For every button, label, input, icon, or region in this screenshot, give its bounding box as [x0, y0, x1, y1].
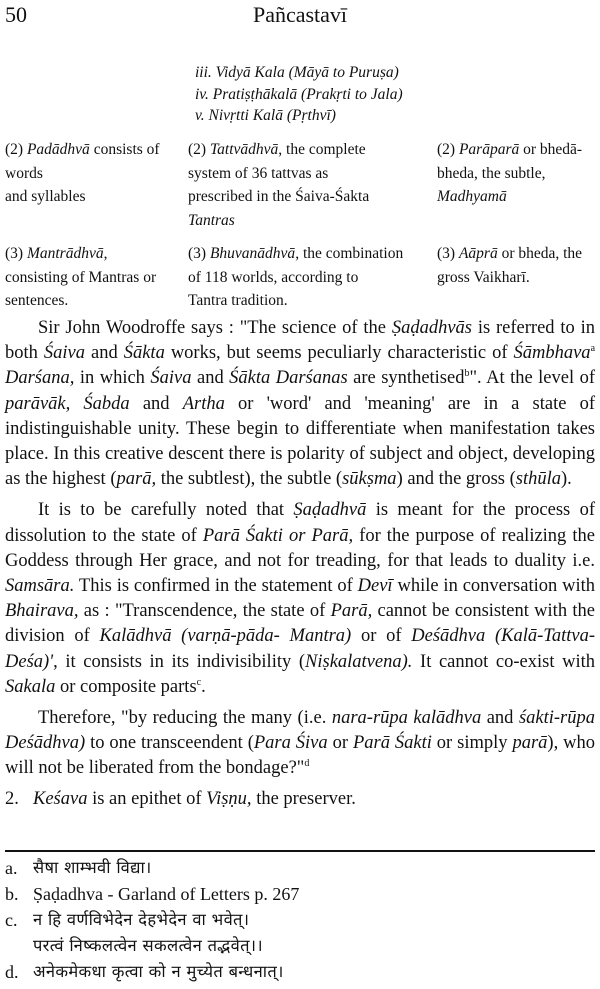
- body-text: [5, 316, 595, 812]
- footnote-marker: c.: [5, 910, 18, 930]
- cell-text: and syllables: [5, 188, 86, 205]
- footnote-marker: a.: [5, 858, 18, 878]
- table-cell: [188, 242, 433, 313]
- cell-text: Tantra tradition.: [188, 292, 288, 309]
- note-2: 2. Keśava is an epithet of Viṣṇu, the preserver.: [5, 788, 356, 809]
- footnotes: [5, 855, 595, 985]
- list-item: iii. Vidyā Kala (Māyā to Puruṣa): [195, 64, 399, 81]
- paragraph-sadadhva: It is to be carefully noted that Ṣaḍadhvā is meant for the process of dissolution to the state of Parā Śakti or Parā, for the purpose of realizing the Goddess through Her grace, and not for treading, for that leads to duality i.e. Samsāra. This is confirmed in the statement of Devī while in conversation with Bhairava, as : "Transcendence, the state of Parā, cannot be consistent with the division of Kalādhvā (varṇā-pāda- Mantra) or of Deśādhva (Kalā-Tattva-Deśa)', it consists in its indivisibility (Niṣkalatvena). It cannot co-exist with Sakala or composite parts$^c$.: [5, 500, 596, 697]
- cell-text: bheda, the subtle,: [437, 164, 546, 182]
- cell-text: sentences.: [5, 292, 69, 309]
- footnote-ref: c: [196, 676, 202, 688]
- cell-number: (3): [437, 245, 459, 262]
- footnote-ref: d: [304, 758, 310, 770]
- cell-text: or bhedā-: [519, 141, 583, 158]
- footnote-text: परत्वं निष्कलत्वेन सकलत्वेन तद्भवेत्।।: [33, 936, 263, 955]
- list-item: v. Nivṛtti Kalā (Pṛthvī): [195, 107, 336, 124]
- cell-text: consisting of Mantras or: [5, 268, 157, 286]
- footnote-item: [5, 855, 595, 881]
- cell-text: Tantras: [188, 211, 235, 229]
- table-cell: [188, 138, 433, 232]
- footnote-ref: b: [464, 368, 470, 380]
- cell-text: , the combination: [295, 245, 404, 262]
- footnote-marker: b.: [5, 884, 19, 904]
- footnote-item: [5, 881, 595, 907]
- cell-term: Tattvādhvā: [209, 141, 279, 158]
- footnote-text: Ṣaḍadhva - Garland of Letters p. 267: [33, 884, 300, 904]
- cell-text: gross Vaikharī.: [437, 268, 530, 286]
- cell-text: consists of words: [5, 141, 160, 182]
- cell-number: (3): [188, 245, 210, 262]
- footnote-text: सैषा शाम्भवी विद्या।: [33, 858, 152, 877]
- cell-text: of 118 worlds, according to: [188, 268, 359, 286]
- cell-number: (2): [437, 141, 459, 158]
- cell-number: (2): [188, 141, 210, 158]
- adhva-table: [5, 138, 595, 309]
- table-row: [5, 242, 595, 309]
- paragraph-therefore: Therefore, "by reducing the many (i.e. nara-rūpa kalādhva and śakti-rūpa Deśādhva) to one transceendent (Para Śiva or Parā Śakti or simply parā), who will not be liberated from the bondage?"$^d$: [5, 708, 596, 779]
- footnote-item: [5, 933, 595, 959]
- cell-text: or bheda, the: [497, 245, 583, 262]
- cell-text: , the complete: [278, 141, 366, 158]
- footnote-marker: d.: [5, 962, 19, 982]
- cell-text: ,: [103, 245, 108, 262]
- footnote-text: अनेकमेकधा कृत्वा को न मुच्येत बन्धनात्।: [33, 962, 284, 981]
- cell-number: (2): [5, 141, 27, 158]
- cell-term: Mantrādhvā: [26, 245, 104, 262]
- list-item: iv. Pratiṣṭhākalā (Prakṛti to Jala): [195, 85, 403, 103]
- vidya-kala-list: [195, 62, 403, 127]
- table-row: [5, 138, 595, 242]
- cell-term: Aāprā: [458, 245, 498, 262]
- cell-text: Madhyamā: [437, 188, 507, 205]
- table-cell: [437, 242, 597, 289]
- table-cell: [5, 138, 180, 209]
- footnote-text: न हि वर्णविभेदेन देहभेदेन वा भवेत्।: [33, 910, 250, 929]
- cell-text: system of 36 tattvas as: [188, 164, 329, 182]
- cell-term: Padādhvā: [26, 141, 90, 158]
- cell-term: Bhuvanādhvā: [209, 245, 296, 262]
- table-cell: [437, 138, 597, 209]
- footnote-item: [5, 959, 595, 985]
- footnote-divider: [5, 850, 595, 852]
- cell-term: Parāparā: [458, 141, 520, 158]
- footnote-item: [5, 907, 595, 933]
- cell-number: (3): [5, 245, 27, 262]
- page-number: 50: [5, 2, 27, 27]
- paragraph-woodroffe: Sir John Woodroffe says : "The science of the Ṣaḍadhvās is referred to in both Śaiva and Śākta works, but seems peculiarly characteristic of Śāmbhava$^a$ Darśana, in which Śaiva and Śākta Darśanas are synthetised$^b$". At the level of parāvāk, Śabda and Artha or 'word' and 'meaning' are in a state of indistinguishable unity. These begin to differentiate when manifestation takes place. In this creative descent there is polarity of subject and object, developing as the highest (parā, the subtlest), the subtle (sūkṣma) and the gross (sthūla).: [5, 318, 596, 490]
- page-header: [0, 2, 600, 30]
- cell-text: prescribed in the Śaiva-Śakta: [188, 188, 370, 205]
- footnote-ref: a: [590, 343, 596, 355]
- table-cell: [5, 242, 180, 313]
- running-title: Pañcastavī: [252, 2, 348, 27]
